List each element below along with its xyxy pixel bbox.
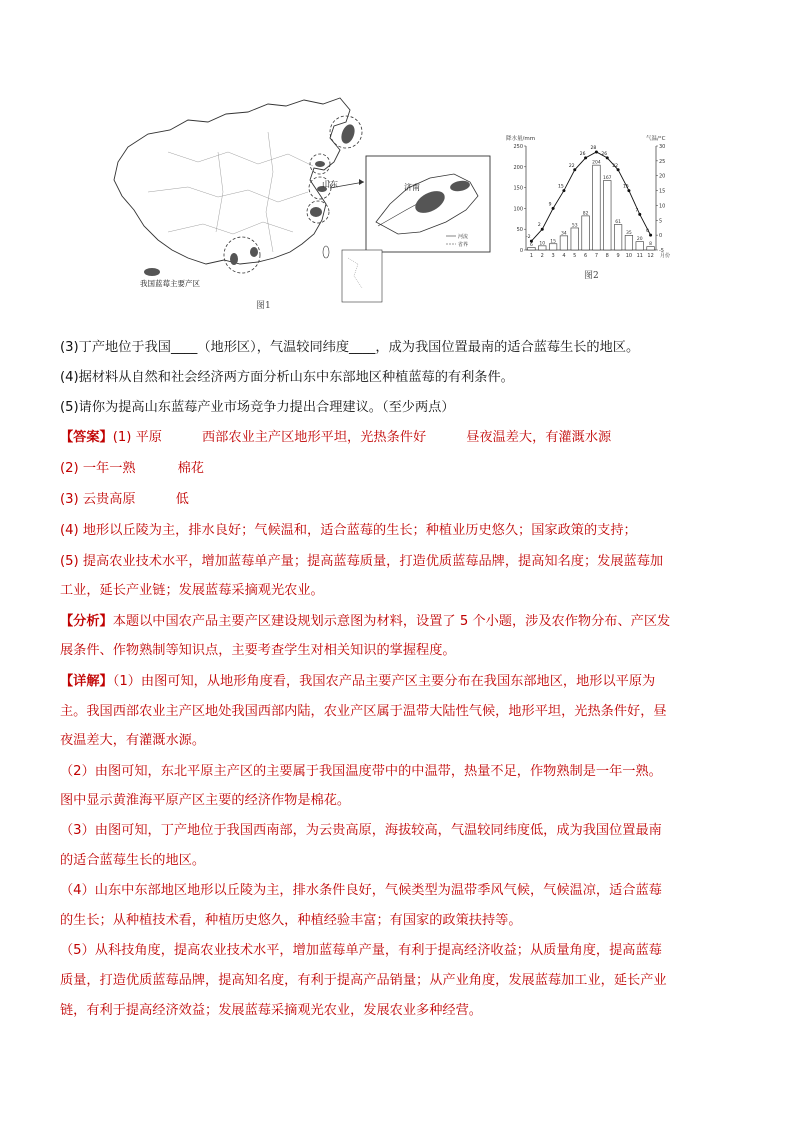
detail-p5-line-3: 链，有利于提高经济效益；发展蓝莓采摘观光农业，发展农业多种经营。 — [60, 1003, 482, 1018]
temperature-value-label: -2 — [526, 235, 531, 241]
answer-1-part-b: 西部农业主产区地形平坦，光热条件好 — [202, 430, 427, 445]
x-tick-label: 3 — [551, 253, 555, 259]
border-legend-label: 省界 — [458, 242, 469, 248]
y-right-tick-label: 10 — [659, 203, 666, 210]
y-left-tick-label: 50 — [516, 227, 523, 234]
precipitation-value-label: 53 — [571, 223, 578, 229]
x-tick-label: 12 — [647, 253, 654, 259]
analysis-line-1 — [60, 612, 760, 632]
temperature-value-label: 26 — [601, 151, 608, 157]
temperature-value-label: 0 — [646, 229, 650, 235]
x-tick-label: 4 — [562, 253, 566, 259]
answer-line-5b: 工业，延长产业链；发展蓝莓采摘观光农业。 — [60, 583, 324, 598]
question-3: (3)丁产地位于我国____（地形区），气温较同纬度____，成为我国位置最南的适合蓝莓生长的地区。 — [60, 340, 640, 355]
y-left-tick-label: 0 — [519, 248, 523, 254]
analysis-tag: 【分析】 — [60, 614, 113, 629]
y-right-tick-label: 15 — [659, 188, 666, 195]
y-right-tick-label: -5 — [659, 248, 664, 254]
temperature-point — [638, 213, 641, 216]
detail-p5-line-2: 质量，打造优质蓝莓品牌，提高知名度，有利于提高产品销量；从产业角度，发展蓝莓加工业，延长产业 — [60, 973, 667, 988]
temperature-value-label: 22 — [612, 163, 618, 169]
china-map-figure — [108, 92, 500, 314]
detail-tag: 【详解】 — [60, 674, 113, 689]
precipitation-bar — [560, 236, 568, 250]
precipitation-value-label: 20 — [636, 237, 643, 243]
y-right-tick-label: 20 — [659, 173, 666, 180]
detail-p1-line-3: 夜温差大，有灌溉水源。 — [60, 733, 206, 748]
detail-p1-l1: （1）由图可知，从地形角度看，我国农产品主要产区主要分布在我国东部地区，地形以平原为 — [112, 674, 656, 689]
south-china-sea-inset — [342, 250, 382, 302]
precipitation-value-label: 6 — [529, 243, 533, 249]
answer-line-5a: (5) 提高农业技术水平，增加蓝莓单产量；提高蓝莓质量，打造优质蓝莓品牌，提高知名度；发展蓝莓加 — [60, 554, 664, 569]
precipitation-bar — [538, 246, 546, 250]
detail-p3-line-1: （3）由图可知，丁产地位于我国西南部，为云贵高原，海拔较高，气温较同纬度低，成为我国位置最南 — [60, 823, 662, 838]
x-tick-label: 5 — [573, 253, 577, 259]
question-5: (5)请你为提高山东蓝莓产业市场竞争力提出合理建议。（至少两点） — [60, 400, 455, 415]
question-4: (4)据材料从自然和社会经济两方面分析山东中东部地区种植蓝莓的有利条件。 — [60, 370, 514, 385]
climate-chart-svg — [506, 132, 676, 280]
precipitation-value-label: 15 — [550, 239, 556, 245]
answer-line-1 — [60, 428, 760, 448]
precipitation-bar — [603, 181, 611, 250]
precipitation-bar — [582, 216, 590, 250]
precipitation-value-label: 8 — [649, 242, 653, 248]
precipitation-value-label: 35 — [626, 230, 632, 236]
temperature-value-label: 15 — [558, 184, 564, 190]
figure2-caption: 图2 — [584, 271, 599, 281]
precipitation-bar — [549, 244, 557, 250]
temperature-value-label: 15 — [623, 184, 629, 190]
river-legend-label: 河流 — [458, 234, 469, 240]
temperature-value-label: 22 — [568, 163, 575, 169]
temperature-point — [541, 228, 544, 231]
answer-3-part-a: (3) 云贵高原 — [60, 492, 136, 507]
y-left-tick-label: 150 — [513, 185, 523, 192]
precipitation-bar — [593, 165, 601, 250]
legend-blueberry-label: 我国蓝莓主要产区 — [140, 279, 200, 288]
temperature-value-label: 28 — [590, 145, 597, 151]
x-tick-label: 8 — [605, 253, 609, 259]
y-axis-left-label: 降水量/mm — [506, 136, 536, 142]
precipitation-value-label: 61 — [615, 220, 621, 226]
answer-2-part-a: (2) 一年一熟 — [60, 461, 136, 476]
y-axis-right-label: 气温/°C — [646, 136, 666, 142]
detail-p1-line-2: 主。我国西部农业主产区地处我国西部内陆，农业产区属于温带大陆性气候，地形平坦，光热条件好，昼 — [60, 704, 667, 719]
x-tick-label: 11 — [636, 253, 643, 259]
answer-3-part-b: 低 — [175, 492, 189, 507]
precipitation-value-label: 167 — [602, 176, 612, 182]
y-right-tick-label: 25 — [659, 158, 666, 165]
answer-line-4: (4) 地形以丘陵为主，排水良好；气候温和，适合蓝莓的生长；种植业历史悠久；国家政策的支持； — [60, 523, 637, 538]
figure1-caption: 图1 — [256, 301, 271, 311]
precipitation-bar — [614, 225, 622, 250]
temperature-point — [649, 234, 652, 237]
answer-line-2 — [60, 459, 760, 479]
northeast-blueberry-area — [339, 123, 357, 146]
analysis-line-2: 展条件、作物熟制等知识点，主要考查学生对相关知识的掌握程度。 — [60, 643, 456, 658]
y-right-tick-label: 5 — [659, 218, 663, 225]
precipitation-bar — [636, 242, 644, 250]
x-tick-label: 2 — [540, 253, 544, 259]
shandong-label: 山东 — [322, 180, 338, 189]
answer-1-part-a: (1) 平原 — [112, 430, 162, 445]
china-outline — [114, 98, 350, 264]
temperature-value-label: 9 — [548, 202, 552, 208]
precipitation-value-label: 10 — [539, 241, 546, 247]
temperature-value-label: 26 — [579, 151, 586, 157]
temperature-point — [552, 207, 555, 210]
x-tick-label: 9 — [616, 253, 620, 259]
y-right-tick-label: 0 — [659, 233, 663, 240]
jinan-label: 济南 — [404, 183, 420, 192]
detail-p2-line-1: （2）由图可知，东北平原主产区的主要属于我国温度带中的中温带，热量不足，作物熟制是一年一熟。 — [60, 764, 662, 779]
temperature-line — [531, 152, 650, 241]
detail-p5-line-1: （5）从科技角度，提高农业技术水平，增加蓝莓单产量，有利于提高经济收益；从质量角度，提高蓝莓 — [60, 943, 662, 958]
climate-chart-figure — [506, 132, 676, 280]
temperature-value-label: 2 — [537, 223, 541, 229]
detail-line-1 — [60, 672, 760, 692]
x-tick-label: 10 — [625, 253, 633, 259]
y-left-tick-label: 200 — [513, 164, 523, 171]
answer-tag: 【答案】 — [60, 430, 113, 445]
china-map-svg — [108, 92, 500, 314]
detail-p2-line-2: 图中显示黄淮海平原产区主要的经济作物是棉花。 — [60, 793, 351, 808]
y-left-tick-label: 250 — [513, 144, 523, 150]
precipitation-value-label: 34 — [561, 231, 567, 237]
x-tick-label: 1 — [529, 253, 534, 259]
precipitation-value-label: 82 — [582, 211, 589, 217]
x-axis-label: 月份 — [660, 253, 671, 259]
precipitation-bar — [625, 235, 633, 250]
x-tick-label: 6 — [583, 253, 588, 259]
y-left-tick-label: 100 — [513, 206, 523, 213]
legend-blueberry-swatch — [144, 268, 160, 276]
precipitation-value-label: 204 — [592, 160, 601, 166]
detail-p3-line-2: 的适合蓝莓生长的地区。 — [60, 853, 206, 868]
answer-2-part-b: 棉花 — [177, 461, 204, 476]
analysis-text-1: 本题以中国农产品主要产区建设规划示意图为材料，设置了 5 个小题，涉及农作物分布、产区发 — [112, 614, 671, 629]
precipitation-bar — [571, 228, 579, 250]
y-right-tick-label: 30 — [659, 144, 666, 150]
detail-p4-line-1: （4）山东中东部地区地形以丘陵为主，排水条件良好，气候类型为温带季风气候，气候温凉，适合蓝莓 — [60, 883, 662, 898]
x-tick-label: 7 — [594, 253, 599, 259]
detail-p4-line-2: 的生长；从种植技术看，种植历史悠久，种植经验丰富；有国家的政策扶持等。 — [60, 913, 522, 928]
answer-line-3 — [60, 490, 760, 510]
answer-1-part-c: 昼夜温差大，有灌溉水源 — [466, 430, 612, 445]
temperature-value-label: 7 — [635, 208, 639, 214]
